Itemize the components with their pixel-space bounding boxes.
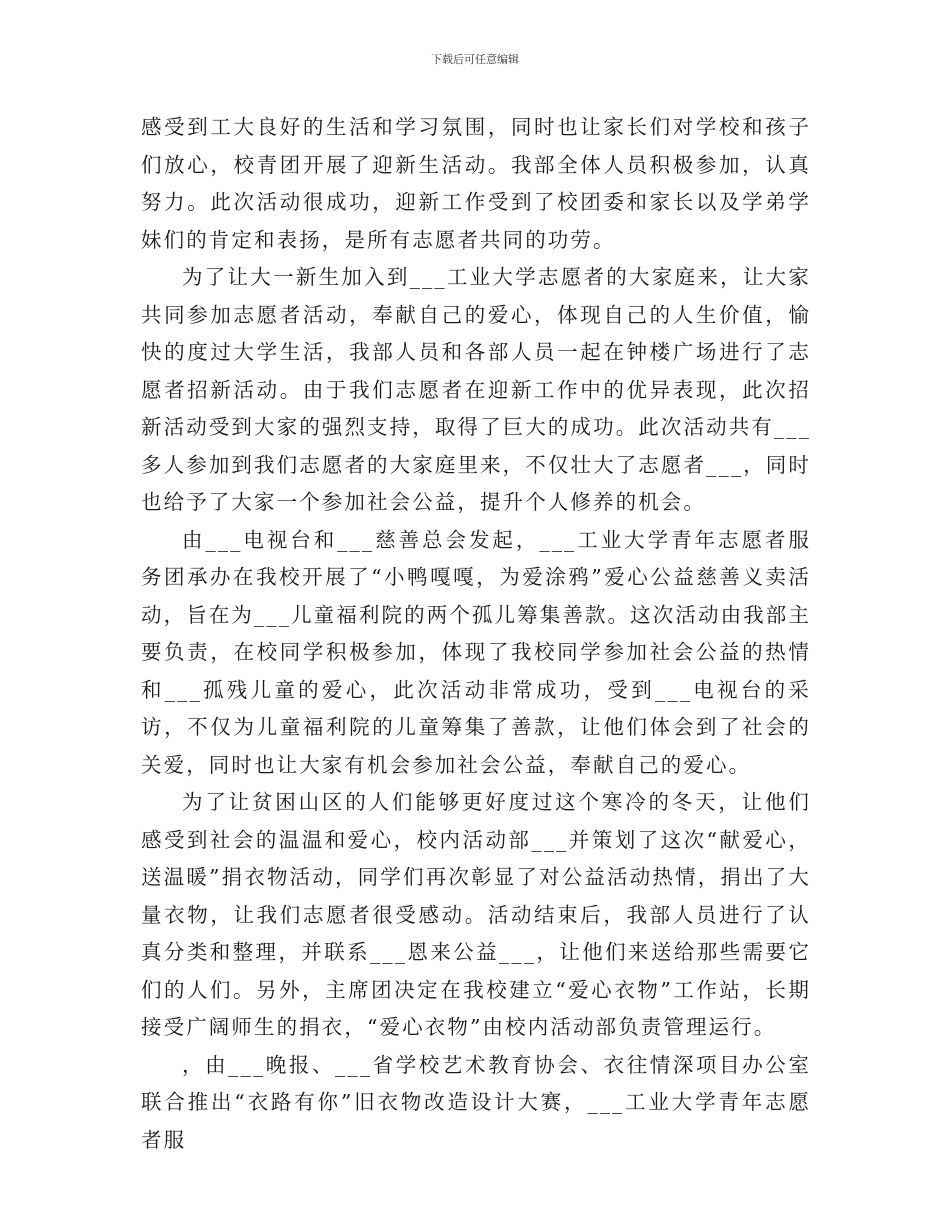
paragraph: 为了让大一新生加入到___工业大学志愿者的大家庭来，让大家共同参加志愿者活动，奉献自己的爱心，体现自己的人生价值，愉快的度过大学生活，我部人员和各部人员一起在钟楼广场进行了志愿者招新活动。由于我们志愿者在迎新工作中的优异表现，此次招新活动受到大家的强烈支持，取得了巨大的成功。此次活动共有___多人参加到我们志愿者的大家庭里来，不仅壮大了志愿者___，同时也给予了大家一个参加社会公益，提升个人修养的机会。 [141,265,811,514]
paragraph: 感受到工大良好的生活和学习氛围，同时也让家长们对学校和孩子们放心，校青团开展了迎新生活动。我部全体人员积极参加，认真努力。此次活动很成功，迎新工作受到了校团委和家长以及学弟学妹们的肯定和表扬，是所有志愿者共同的功劳。 [141,115,811,252]
paragraph: 由___电视台和___慈善总会发起，___工业大学青年志愿者服务团承办在我校开展了“小鸭嘎嘎，为爱涂鸦”爱心公益慈善义卖活动，旨在为___儿童福利院的两个孤儿筹集善款。这次活动由我部主要负责，在校同学积极参加，体现了我校同学参加社会公益的热情和___孤残儿童的爱心，此次活动非常成功，受到___电视台的采访，不仅为儿童福利院的儿童筹集了善款，让他们体会到了社会的关爱，同时也让大家有机会参加社会公益，奉献自己的爱心。 [141,527,811,777]
paragraph: ，由___晚报、___省学校艺术教育协会、衣往情深项目办公室联合推出“衣路有你”旧衣物改造设计大赛，___工业大学青年志愿者服 [141,1052,811,1152]
paragraph: 为了让贫困山区的人们能够更好度过这个寒冷的冬天，让他们感受到社会的温温和爱心，校内活动部___并策划了这次“献爱心，送温暖”捐衣物活动，同学们再次彰显了对公益活动热情，捐出了大量衣物，让我们志愿者很受感动。活动结束后，我部人员进行了认真分类和整理，并联系___恩来公益___，让他们来送给那些需要它们的人们。另外，主席团决定在我校建立“爱心衣物”工作站，长期接受广阔师生的捐衣，“爱心衣物”由校内活动部负责管理运行。 [141,790,811,1039]
document-body [141,109,811,1159]
page-header: 下载后可任意编辑 [431,53,519,66]
